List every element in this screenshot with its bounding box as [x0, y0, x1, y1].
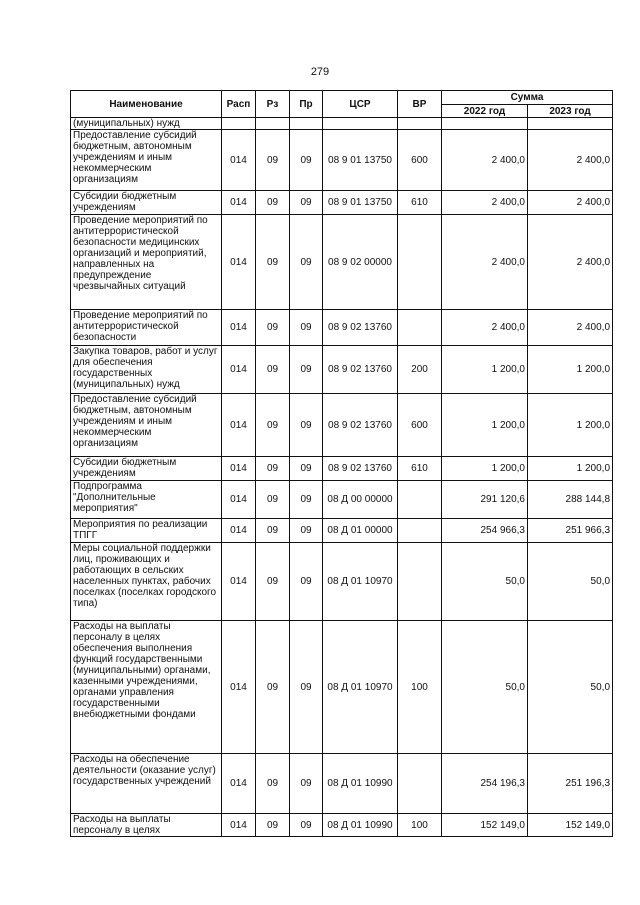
row-name: Меры социальной поддержки лиц, проживающих и работающих в сельских населенных пунктах, рабочих поселках (поселках городского типа) — [71, 543, 222, 621]
row-vr — [398, 754, 442, 814]
row-rz: 09 — [256, 754, 290, 814]
row-sum-2022: 254 196,3 — [442, 754, 528, 814]
row-sum-2023 — [528, 118, 613, 130]
row-rasp: 014 — [222, 215, 256, 310]
row-rasp: 014 — [222, 457, 256, 481]
row-csr: 08 9 02 13760 — [323, 310, 398, 346]
row-vr — [398, 215, 442, 310]
row-vr — [398, 543, 442, 621]
row-rasp: 014 — [222, 310, 256, 346]
budget-table — [70, 90, 613, 837]
row-rasp: 014 — [222, 346, 256, 394]
table-row — [71, 457, 613, 481]
row-sum-2022: 2 400,0 — [442, 215, 528, 310]
row-sum-2022: 2 400,0 — [442, 130, 528, 191]
row-rz — [256, 118, 290, 130]
row-sum-2022: 2 400,0 — [442, 310, 528, 346]
row-csr: 08 9 02 13760 — [323, 346, 398, 394]
row-rz: 09 — [256, 543, 290, 621]
row-sum-2023: 251 966,3 — [528, 519, 613, 543]
row-rasp: 014 — [222, 481, 256, 519]
header-sum: Сумма — [442, 91, 613, 105]
row-sum-2023: 2 400,0 — [528, 215, 613, 310]
row-pr: 09 — [290, 621, 323, 754]
row-name: Проведение мероприятий по антитеррористической безопасности медицинских организаций и мероприятий, направленных на предупреждение чрезвычайных ситуаций — [71, 215, 222, 310]
row-rasp: 014 — [222, 519, 256, 543]
row-csr: 08 9 02 00000 — [323, 215, 398, 310]
table-row — [71, 215, 613, 310]
table-row — [71, 310, 613, 346]
table-row — [71, 754, 613, 814]
row-csr: 08 9 02 13760 — [323, 394, 398, 457]
row-vr — [398, 310, 442, 346]
row-rasp: 014 — [222, 130, 256, 191]
row-pr: 09 — [290, 394, 323, 457]
row-sum-2023: 50,0 — [528, 543, 613, 621]
table-row — [71, 621, 613, 754]
row-sum-2023: 1 200,0 — [528, 394, 613, 457]
row-vr: 200 — [398, 346, 442, 394]
row-vr: 600 — [398, 394, 442, 457]
table-row — [71, 130, 613, 191]
row-rasp: 014 — [222, 191, 256, 215]
row-vr: 610 — [398, 191, 442, 215]
row-rz: 09 — [256, 346, 290, 394]
row-name: Предоставление субсидий бюджетным, автономным учреждениям и иным некоммерческим организациям — [71, 394, 222, 457]
row-name: Расходы на выплаты персоналу в целях — [71, 814, 222, 837]
row-sum-2022: 291 120,6 — [442, 481, 528, 519]
row-csr: 08 9 01 13750 — [323, 130, 398, 191]
table-row — [71, 394, 613, 457]
row-name: Расходы на выплаты персоналу в целях обеспечения выполнения функций государственными (муниципальными) органами, казенными учреждениями, органами управления государственными внебюджетными фондами — [71, 621, 222, 754]
header-csr: ЦСР — [323, 91, 398, 118]
row-sum-2022 — [442, 118, 528, 130]
row-name: Предоставление субсидий бюджетным, автономным учреждениям и иным некоммерческим организациям — [71, 130, 222, 191]
row-pr: 09 — [290, 814, 323, 837]
table-body — [71, 118, 613, 837]
row-csr: 08 Д 01 00000 — [323, 519, 398, 543]
table-row — [71, 543, 613, 621]
row-vr: 100 — [398, 814, 442, 837]
row-rz: 09 — [256, 130, 290, 191]
row-rasp: 014 — [222, 814, 256, 837]
row-csr: 08 Д 01 10970 — [323, 543, 398, 621]
row-csr: 08 Д 01 10990 — [323, 754, 398, 814]
header-rz: Рз — [256, 91, 290, 118]
row-sum-2023: 2 400,0 — [528, 310, 613, 346]
row-pr: 09 — [290, 457, 323, 481]
row-pr: 09 — [290, 191, 323, 215]
row-sum-2022: 1 200,0 — [442, 346, 528, 394]
row-vr: 600 — [398, 130, 442, 191]
row-sum-2023: 1 200,0 — [528, 346, 613, 394]
header-pr: Пр — [290, 91, 323, 118]
row-name: Закупка товаров, работ и услуг для обеспечения государственных (муниципальных) нужд — [71, 346, 222, 394]
table-row — [71, 519, 613, 543]
row-sum-2022: 1 200,0 — [442, 457, 528, 481]
row-csr: 08 9 02 13760 — [323, 457, 398, 481]
row-sum-2022: 2 400,0 — [442, 191, 528, 215]
row-csr — [323, 118, 398, 130]
table-header — [71, 91, 613, 118]
row-vr: 610 — [398, 457, 442, 481]
row-sum-2022: 50,0 — [442, 621, 528, 754]
table-row — [71, 481, 613, 519]
row-pr: 09 — [290, 310, 323, 346]
row-rz: 09 — [256, 621, 290, 754]
row-vr — [398, 481, 442, 519]
row-pr: 09 — [290, 215, 323, 310]
row-rasp: 014 — [222, 394, 256, 457]
row-sum-2022: 254 966,3 — [442, 519, 528, 543]
header-year-2022: 2022 год — [442, 105, 528, 118]
page-number: 279 — [310, 66, 330, 78]
row-csr: 08 Д 01 10970 — [323, 621, 398, 754]
row-name: Расходы на обеспечение деятельности (оказание услуг) государственных учреждений — [71, 754, 222, 814]
row-sum-2023: 251 196,3 — [528, 754, 613, 814]
row-rz: 09 — [256, 394, 290, 457]
row-sum-2023: 50,0 — [528, 621, 613, 754]
row-csr: 08 Д 00 00000 — [323, 481, 398, 519]
table-row — [71, 118, 613, 130]
row-rz: 09 — [256, 814, 290, 837]
row-rz: 09 — [256, 215, 290, 310]
row-vr — [398, 519, 442, 543]
row-pr: 09 — [290, 481, 323, 519]
row-vr — [398, 118, 442, 130]
row-rasp: 014 — [222, 621, 256, 754]
header-name: Наименование — [71, 91, 222, 118]
row-pr — [290, 118, 323, 130]
row-name: Субсидии бюджетным учреждениям — [71, 191, 222, 215]
row-name: Проведение мероприятий по антитеррористической безопасности — [71, 310, 222, 346]
table-row — [71, 814, 613, 837]
row-pr: 09 — [290, 130, 323, 191]
row-rz: 09 — [256, 310, 290, 346]
row-sum-2022: 1 200,0 — [442, 394, 528, 457]
table-row — [71, 191, 613, 215]
row-pr: 09 — [290, 519, 323, 543]
header-vr: ВР — [398, 91, 442, 118]
row-sum-2023: 152 149,0 — [528, 814, 613, 837]
table-row — [71, 346, 613, 394]
row-rasp: 014 — [222, 754, 256, 814]
row-rz: 09 — [256, 457, 290, 481]
row-pr: 09 — [290, 346, 323, 394]
row-sum-2022: 152 149,0 — [442, 814, 528, 837]
row-rasp — [222, 118, 256, 130]
row-rz: 09 — [256, 481, 290, 519]
row-csr: 08 Д 01 10990 — [323, 814, 398, 837]
row-pr: 09 — [290, 754, 323, 814]
row-csr: 08 9 01 13750 — [323, 191, 398, 215]
row-pr: 09 — [290, 543, 323, 621]
row-sum-2022: 50,0 — [442, 543, 528, 621]
row-name: Мероприятия по реализации ТПГГ — [71, 519, 222, 543]
row-sum-2023: 1 200,0 — [528, 457, 613, 481]
row-name: Субсидии бюджетным учреждениям — [71, 457, 222, 481]
row-rz: 09 — [256, 519, 290, 543]
row-name: (муниципальных) нужд — [71, 118, 222, 130]
row-vr: 100 — [398, 621, 442, 754]
row-rasp: 014 — [222, 543, 256, 621]
row-name: Подпрограмма "Дополнительные мероприятия" — [71, 481, 222, 519]
row-sum-2023: 2 400,0 — [528, 191, 613, 215]
row-sum-2023: 2 400,0 — [528, 130, 613, 191]
header-rasp: Расп — [222, 91, 256, 118]
row-sum-2023: 288 144,8 — [528, 481, 613, 519]
header-year-2023: 2023 год — [528, 105, 613, 118]
row-rz: 09 — [256, 191, 290, 215]
